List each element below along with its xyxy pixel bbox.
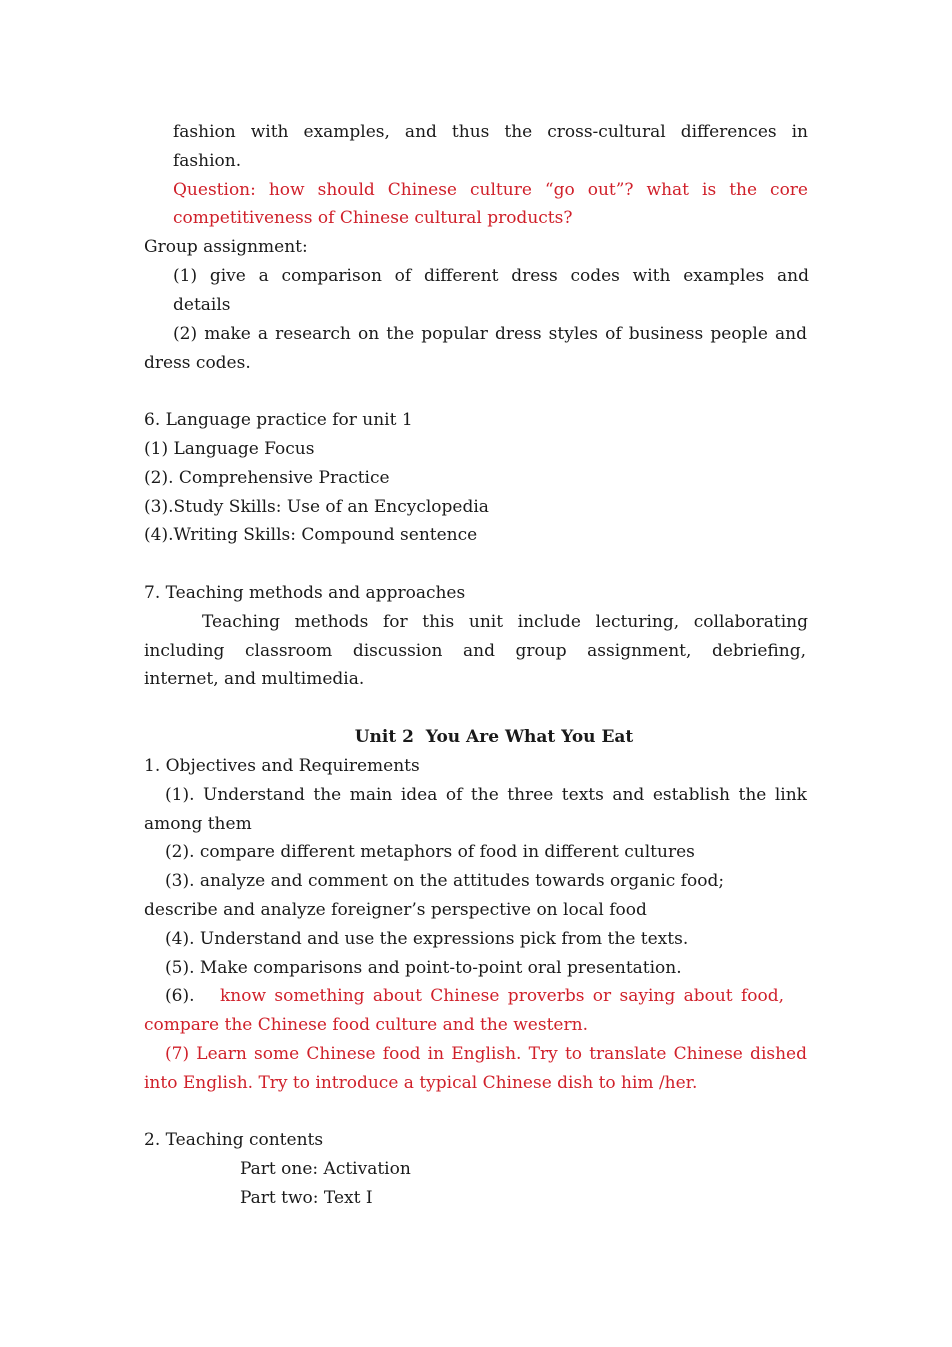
section-7-para-line-2: including classroom discussion and group assignment, debriefing, [144,641,806,661]
group-assignment-heading: Group assignment: [144,237,308,257]
question-line-1: Question: how should Chinese culture “go out”? what is the core [173,180,808,200]
group-item-2-line-2: dress codes. [144,353,251,373]
objective-1-line-1: (1). Understand the main idea of the three texts and establish the link [165,785,807,805]
section-7-para-line-1: Teaching methods for this unit include lecturing, collaborating [202,612,808,632]
objective-2: (2). compare different metaphors of food in different cultures [165,842,695,862]
part-one: Part one: Activation [240,1159,411,1179]
objectives-heading: 1. Objectives and Requirements [144,756,420,776]
unit-2-title: Unit 2 You Are What You Eat [354,727,634,747]
section-7-heading: 7. Teaching methods and approaches [144,583,466,603]
objective-6-line-1: know something about Chinese proverbs or saying about food, [220,986,784,1006]
objective-4: (4). Understand and use the expressions pick from the texts. [165,929,689,949]
part-two: Part two: Text I [240,1188,373,1208]
fashion-line-2: fashion. [173,151,242,171]
objective-1-line-2: among them [144,814,252,834]
objective-5: (5). Make comparisons and point-to-point oral presentation. [165,958,682,978]
objective-3-line-1: (3). analyze and comment on the attitudes towards organic food; [165,871,725,891]
teaching-contents-heading: 2. Teaching contents [144,1130,324,1150]
group-item-1-line-1: (1) give a comparison of different dress codes with examples and [173,266,809,286]
objective-6-prefix: (6). [165,986,195,1006]
group-item-1-line-2: details [173,295,231,315]
fashion-line-1: fashion with examples, and thus the cross-cultural differences in [173,122,808,142]
objective-3-line-2: describe and analyze foreigner’s perspective on local food [144,900,647,920]
group-item-2-line-1: (2) make a research on the popular dress styles of business people and [173,324,807,344]
section-6-item: (2). Comprehensive Practice [144,468,390,488]
section-6-item: (1) Language Focus [144,439,315,459]
objective-6-line-2: compare the Chinese food culture and the western. [144,1015,588,1035]
section-7-para-line-3: internet, and multimedia. [144,669,365,689]
question-line-2: competitiveness of Chinese cultural products? [173,208,573,228]
objective-7-line-1: (7) Learn some Chinese food in English. Try to translate Chinese dished [165,1044,807,1064]
section-6-item: (3).Study Skills: Use of an Encyclopedia [144,497,489,517]
section-6-heading: 6. Language practice for unit 1 [144,410,413,430]
section-6-item: (4).Writing Skills: Compound sentence [144,525,478,545]
objective-7-line-2: into English. Try to introduce a typical Chinese dish to him /her. [144,1073,698,1093]
